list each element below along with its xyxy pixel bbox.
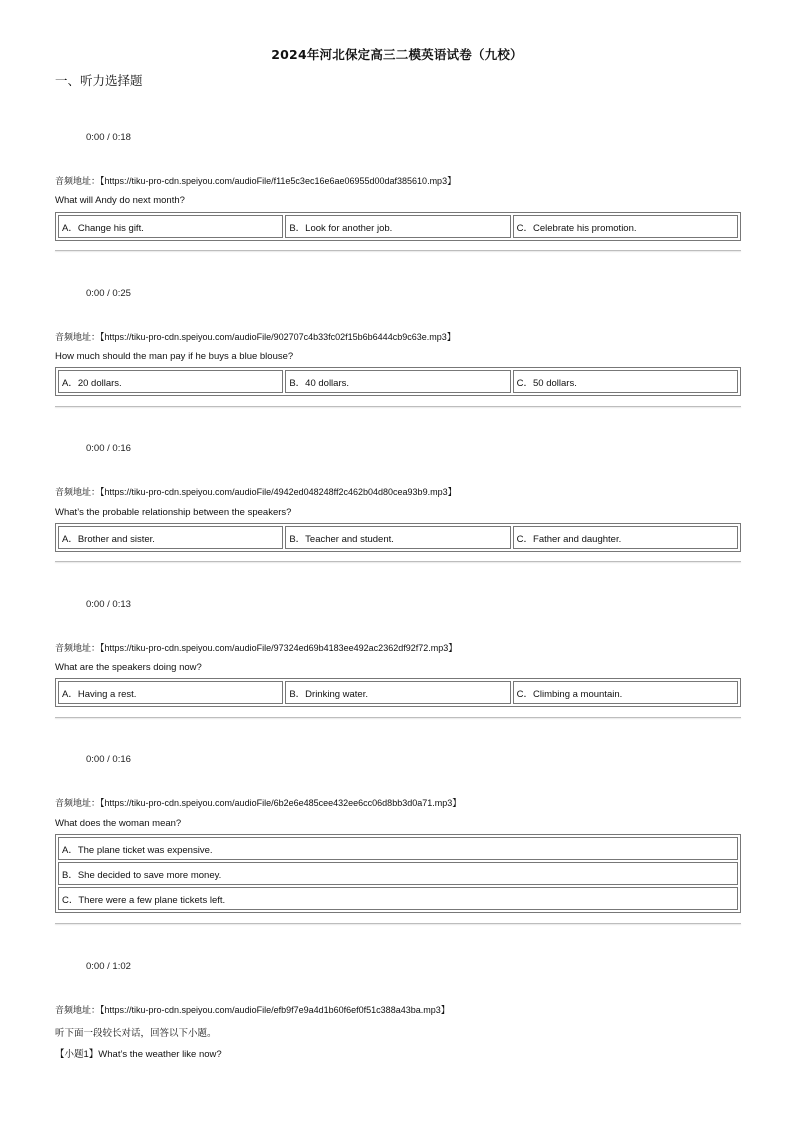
option-a[interactable]: A．Having a rest.	[58, 681, 283, 704]
options-table	[55, 212, 741, 241]
audio-player-time[interactable]: 0:00 / 0:25	[86, 288, 131, 299]
options-table	[55, 834, 741, 913]
option-c[interactable]: C．There were a few plane tickets left.	[58, 887, 738, 910]
question-stem: What does the woman mean?	[55, 818, 182, 829]
audio-player-time[interactable]: 0:00 / 0:16	[86, 754, 131, 765]
divider	[55, 250, 741, 251]
audio-url: 音频地址：【https://tiku-pro-cdn.speiyou.com/audioFile/f11e5c3ec16e6ae06955d00daf385610.mp3】	[55, 176, 457, 186]
options-table	[55, 367, 741, 396]
instruction-text: 听下面一段较长对话，回答以下小题。	[55, 1028, 217, 1039]
option-a[interactable]: A．The plane ticket was expensive.	[58, 837, 738, 860]
audio-url: 音频地址：【https://tiku-pro-cdn.speiyou.com/audioFile/902707c4b33fc02f15b6b6444cb9c63e.mp3】	[55, 332, 456, 342]
audio-player-time[interactable]: 0:00 / 1:02	[86, 961, 131, 972]
options-table	[55, 523, 741, 552]
option-b[interactable]: B．Look for another job.	[285, 215, 510, 238]
divider	[55, 717, 741, 718]
option-c[interactable]: C．Father and daughter.	[513, 526, 738, 549]
audio-player-time[interactable]: 0:00 / 0:13	[86, 599, 131, 610]
audio-url: 音频地址：【https://tiku-pro-cdn.speiyou.com/audioFile/6b2e6e485cee432ee6cc06d8bb3d0a71.mp3】	[55, 798, 462, 808]
option-a[interactable]: A．Change his gift.	[58, 215, 283, 238]
audio-url: 音频地址：【https://tiku-pro-cdn.speiyou.com/audioFile/4942ed048248ff2c462b04d80cea93b9.mp3】	[55, 487, 457, 497]
audio-url: 音频地址：【https://tiku-pro-cdn.speiyou.com/audioFile/97324ed69b4183ee492ac2362df92f72.mp3】	[55, 643, 458, 653]
page-title: 2024年河北保定高三二模英语试卷（九校）	[271, 47, 523, 62]
divider	[55, 923, 741, 924]
audio-player-time[interactable]: 0:00 / 0:16	[86, 443, 131, 454]
audio-player-time[interactable]: 0:00 / 0:18	[86, 132, 131, 143]
question-stem: How much should the man pay if he buys a blue blouse?	[55, 351, 294, 362]
divider	[55, 561, 741, 562]
audio-url: 音频地址：【https://tiku-pro-cdn.speiyou.com/audioFile/efb9f7e9a4d1b60f6ef0f51c388a43ba.mp3】	[55, 1005, 450, 1015]
question-stem: What are the speakers doing now?	[55, 662, 202, 673]
sub-question-stem: 【小题1】What’s the weather like now?	[55, 1049, 222, 1060]
question-stem: What will Andy do next month?	[55, 195, 185, 206]
option-c[interactable]: C．50 dollars.	[513, 370, 738, 393]
divider	[55, 406, 741, 407]
option-b[interactable]: B．She decided to save more money.	[58, 862, 738, 885]
question-stem: What’s the probable relationship between the speakers?	[55, 507, 292, 518]
option-a[interactable]: A．Brother and sister.	[58, 526, 283, 549]
option-c[interactable]: C．Celebrate his promotion.	[513, 215, 738, 238]
option-b[interactable]: B．Drinking water.	[285, 681, 510, 704]
option-b[interactable]: B．Teacher and student.	[285, 526, 510, 549]
option-a[interactable]: A．20 dollars.	[58, 370, 283, 393]
section-title: 一、听力选择题	[55, 73, 143, 88]
options-table	[55, 678, 741, 707]
option-b[interactable]: B．40 dollars.	[285, 370, 510, 393]
option-c[interactable]: C．Climbing a mountain.	[513, 681, 738, 704]
